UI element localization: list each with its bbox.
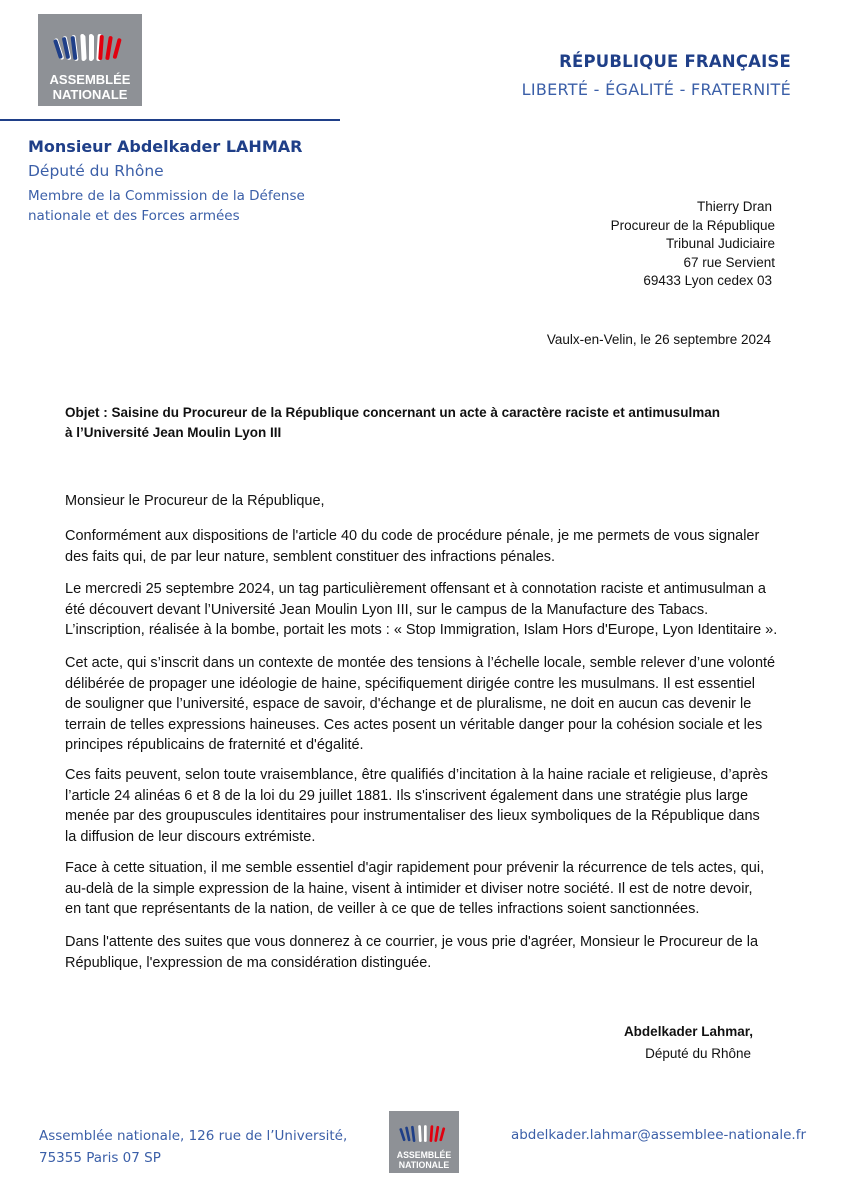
- recipient-name: Thierry Dran: [696, 199, 772, 214]
- author-block: [28, 137, 358, 226]
- paragraph-line: au-delà de la simple expression de la haine, visent à intimider et diviser notre société. Il est de notre devoir,: [65, 880, 753, 897]
- paragraph-line: été découvert devant l’Université Jean Moulin Lyon III, sur le campus de la Manufacture des Tabacs.: [65, 601, 709, 618]
- paragraph-line: de souligner que l’université, espace de savoir, d'échange et de pluralisme, ne doit en aucun cas devenir le: [65, 696, 752, 712]
- paragraph-1: [65, 526, 790, 567]
- signature-block: [624, 1021, 753, 1065]
- salutation: Monsieur le Procureur de la République,: [65, 493, 325, 509]
- paragraph-line: l’article 24 alinéas 6 et 8 de la loi du 29 juillet 1881. Ils s'inscrivent également dans une stratégie plus large: [65, 787, 749, 804]
- paragraph-4: [65, 765, 790, 847]
- author-commission-line: nationale et des Forces armées: [28, 208, 240, 224]
- paragraph-line: Dans l'attente des suites que vous donnerez à ce courrier, je vous prie d'agréer, Monsieur le Procureur de la: [65, 934, 759, 950]
- paragraph-line: des faits qui, de par leur nature, semblent constituer des infractions pénales.: [65, 548, 556, 565]
- paragraph-5: [65, 858, 790, 920]
- footer-email-link[interactable]: abdelkader.lahmar@assemblee-nationale.fr: [510, 1127, 806, 1143]
- republic-header: [522, 52, 791, 99]
- author-name: Monsieur Abdelkader LAHMAR: [28, 137, 303, 156]
- paragraph-line: principes républicains de fraternité et d'égalité.: [65, 737, 364, 753]
- paragraph-line: délibérée de propager une idéologie de haine, spécifiquement dirigée contre les musulmans. Il est essentiel: [65, 675, 755, 692]
- paragraph-line: Ces faits peuvent, selon toute vraisemblance, être qualifiés d’incitation à la haine raciale et religieuse, d’après: [65, 767, 768, 783]
- recipient-function: Procureur de la République: [610, 217, 775, 233]
- paragraph-line: Cet acte, qui s’inscrit dans un contexte de montée des tensions à l’échelle locale, semble relever d’une volonté: [65, 655, 776, 671]
- logo-text-line1: ASSEMBLÉE: [396, 1150, 452, 1161]
- footer-address-line: 75355 Paris 07 SP: [39, 1150, 161, 1166]
- paragraph-3: [65, 653, 790, 756]
- author-title: Député du Rhône: [28, 162, 164, 180]
- header-divider: [0, 119, 340, 121]
- assemblee-nationale-logo: [38, 14, 142, 106]
- logo-text-line2: NATIONALE: [52, 87, 128, 102]
- republic-motto: LIBERTÉ - ÉGALITÉ - FRATERNITÉ: [521, 80, 791, 99]
- recipient-city: 69433 Lyon cedex 03: [643, 273, 772, 288]
- footer-address-line: Assemblée nationale, 126 rue de l’Université,: [39, 1128, 348, 1144]
- signature-role: Député du Rhône: [645, 1046, 751, 1061]
- subject: [65, 403, 765, 443]
- paragraph-line: menée par des groupuscules identitaires pour instrumentaliser des lieux symboliques de la République dans: [65, 808, 760, 824]
- recipient-court: Tribunal Judiciaire: [665, 236, 775, 251]
- paragraph-2: [65, 579, 790, 641]
- paragraph-line: terrain de telles expressions haineuses. Ces actes posent un véritable danger pour la cohésion sociale et les: [65, 716, 763, 733]
- hemicycle-logo-icon: [389, 1111, 459, 1173]
- signature-name: Abdelkader Lahmar,: [623, 1024, 753, 1039]
- date-line: Vaulx-en-Velin, le 26 septembre 2024: [546, 332, 771, 347]
- footer-logo: [389, 1111, 459, 1173]
- republic-name: RÉPUBLIQUE FRANÇAISE: [559, 52, 791, 71]
- paragraph-line: L’inscription, réalisée à la bombe, portait les mots : « Stop Immigration, Islam Hors d'Europe, Lyon Identitaire ».: [65, 622, 778, 638]
- paragraph-line: Face à cette situation, il me semble essentiel d'agir rapidement pour prévenir la récurrence de tels actes, qui,: [65, 860, 765, 876]
- logo-text-line2: NATIONALE: [398, 1160, 450, 1171]
- author-commission-line: Membre de la Commission de la Défense: [28, 188, 305, 204]
- logo-text-line1: ASSEMBLÉE: [49, 72, 131, 87]
- paragraph-6: [65, 932, 790, 973]
- subject-line: Objet : Saisine du Procureur de la République concernant un acte à caractère raciste et antimusulman: [65, 405, 720, 420]
- recipient-street: 67 rue Servient: [683, 254, 775, 270]
- recipient-address: [611, 198, 775, 291]
- paragraph-line: Le mercredi 25 septembre 2024, un tag particulièrement offensant et à connotation raciste et antimusulman a: [65, 581, 766, 597]
- paragraph-line: République, l'expression de ma considération distinguée.: [65, 954, 432, 971]
- paragraph-line: en tant que représentants de la nation, de veiller à ce que de telles infractions soient sanctionnées.: [65, 901, 700, 917]
- hemicycle-logo-icon: [38, 14, 142, 106]
- paragraph-line: Conformément aux dispositions de l'article 40 du code de procédure pénale, je me permets de vous signaler: [65, 528, 760, 544]
- subject-line: à l’Université Jean Moulin Lyon III: [65, 425, 282, 440]
- author-commission: [28, 186, 338, 226]
- footer-address: [39, 1125, 347, 1169]
- paragraph-line: la diffusion de leur discours extrémiste.: [65, 828, 316, 845]
